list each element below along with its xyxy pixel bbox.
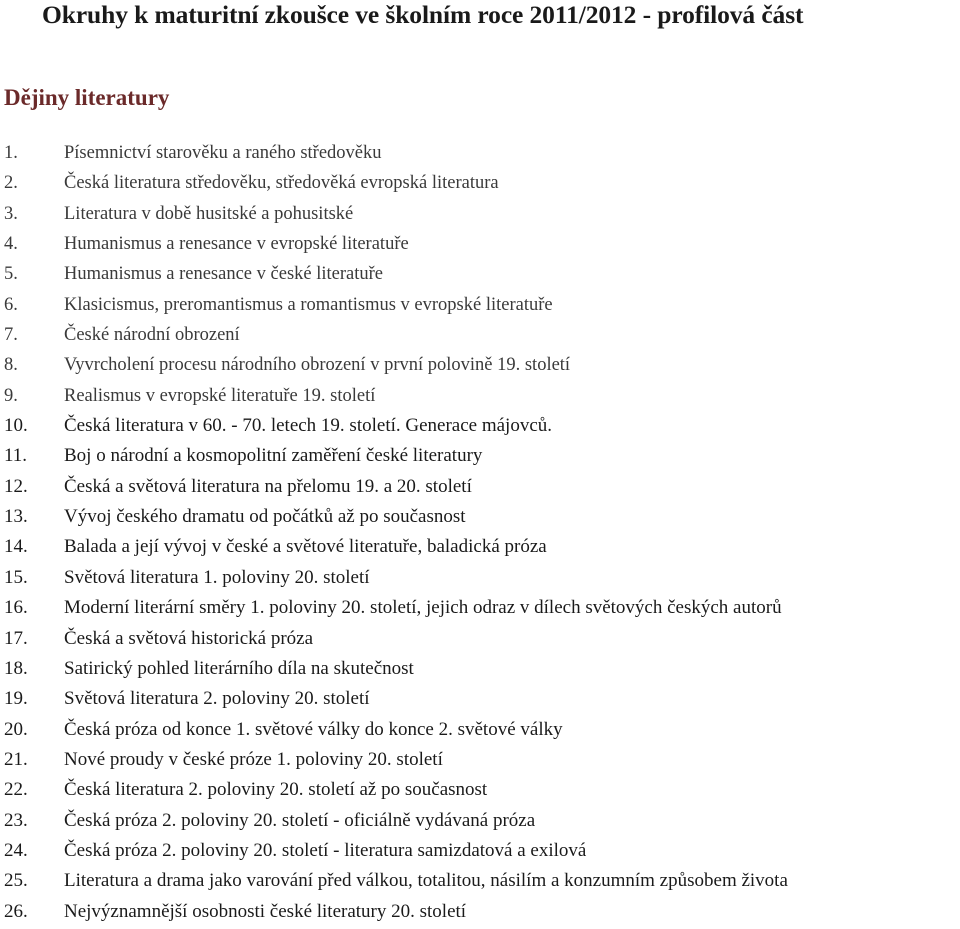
- topic-text: Světová literatura 2. poloviny 20. století: [64, 688, 370, 710]
- topic-number: 23.: [4, 809, 28, 831]
- topic-text: Balada a její vývoj v české a světové literatuře, baladická próza: [64, 536, 547, 558]
- topic-text: Humanismus a renesance v evropské literatuře: [64, 234, 409, 255]
- topic-number: 6.: [4, 294, 18, 315]
- topic-number: 18.: [4, 657, 28, 679]
- topic-number: 8.: [4, 355, 18, 376]
- topic-number: 4.: [4, 234, 18, 255]
- topic-number: 25.: [4, 870, 28, 892]
- topic-text: Satirický pohled literárního díla na skutečnost: [64, 657, 414, 679]
- topic-text: Česká literatura 2. poloviny 20. století až po současnost: [64, 779, 488, 801]
- topic-number: 26.: [4, 900, 28, 922]
- section-heading: Dějiny literatury: [4, 85, 170, 110]
- topic-number: 20.: [4, 718, 28, 740]
- topic-text: Vývoj českého dramatu od počátků až po současnost: [64, 506, 466, 528]
- topic-text: Klasicismus, preromantismus a romantismus v evropské literatuře: [64, 294, 553, 315]
- topic-text: Česká a světová literatura na přelomu 19. a 20. století: [64, 475, 472, 497]
- topic-number: 19.: [4, 688, 28, 710]
- topic-number: 17.: [4, 627, 28, 649]
- topic-text: Boj o národní a kosmopolitní zaměření české literatury: [64, 445, 483, 467]
- topic-text: Literatura v době husitské a pohusitské: [64, 203, 354, 224]
- topic-number: 3.: [4, 203, 18, 224]
- topic-text: Moderní literární směry 1. poloviny 20. století, jejich odraz v dílech světových českých autorů: [64, 597, 782, 619]
- topic-number: 1.: [4, 143, 18, 163]
- topic-number: 10.: [4, 415, 28, 437]
- topic-number: 7.: [4, 325, 18, 346]
- topic-text: Česká literatura v 60. - 70. letech 19. století. Generace májovců.: [64, 415, 553, 437]
- topic-text: Česká próza 2. poloviny 20. století - literatura samizdatová a exilová: [64, 839, 587, 861]
- topic-text: Světová literatura 1. poloviny 20. století: [64, 566, 370, 588]
- topic-text: Česká próza od konce 1. světové války do konce 2. světové války: [64, 718, 563, 740]
- topic-text: Literatura a drama jako varování před válkou, totalitou, násilím a konzumním způsobem života: [64, 870, 788, 892]
- topic-text: Nové proudy v české próze 1. poloviny 20. století: [64, 748, 443, 770]
- topic-text: Písemnictví starověku a raného středověku: [64, 143, 382, 163]
- topic-text: Realismus v evropské literatuře 19. století: [64, 385, 376, 406]
- topic-number: 11.: [4, 445, 28, 467]
- topic-text: Humanismus a renesance v české literatuře: [64, 264, 383, 285]
- topic-number: 2.: [4, 173, 18, 194]
- topic-number: 24.: [4, 839, 28, 861]
- topic-number: 12.: [4, 475, 28, 497]
- topic-number: 21.: [4, 748, 28, 770]
- topic-text: Vyvrcholení procesu národního obrození v první polovině 19. století: [64, 355, 571, 376]
- topic-number: 15.: [4, 566, 28, 588]
- topic-text: Nejvýznamnější osobnosti české literatury 20. století: [64, 900, 467, 922]
- topic-text: Česká literatura středověku, středověká evropská literatura: [64, 173, 499, 194]
- topic-number: 14.: [4, 536, 28, 558]
- topic-text: České národní obrození: [64, 325, 240, 346]
- topic-text: Česká próza 2. poloviny 20. století - oficiálně vydávaná próza: [64, 809, 536, 831]
- topic-number: 13.: [4, 506, 28, 528]
- topic-number: 9.: [4, 385, 18, 406]
- page-title: Okruhy k maturitní zkoušce ve školním roce 2011/2012 - profilová část: [42, 0, 804, 29]
- topic-text: Česká a světová historická próza: [64, 627, 314, 649]
- topic-number: 16.: [4, 597, 28, 619]
- topic-number: 5.: [4, 264, 18, 285]
- topic-number: 22.: [4, 779, 28, 801]
